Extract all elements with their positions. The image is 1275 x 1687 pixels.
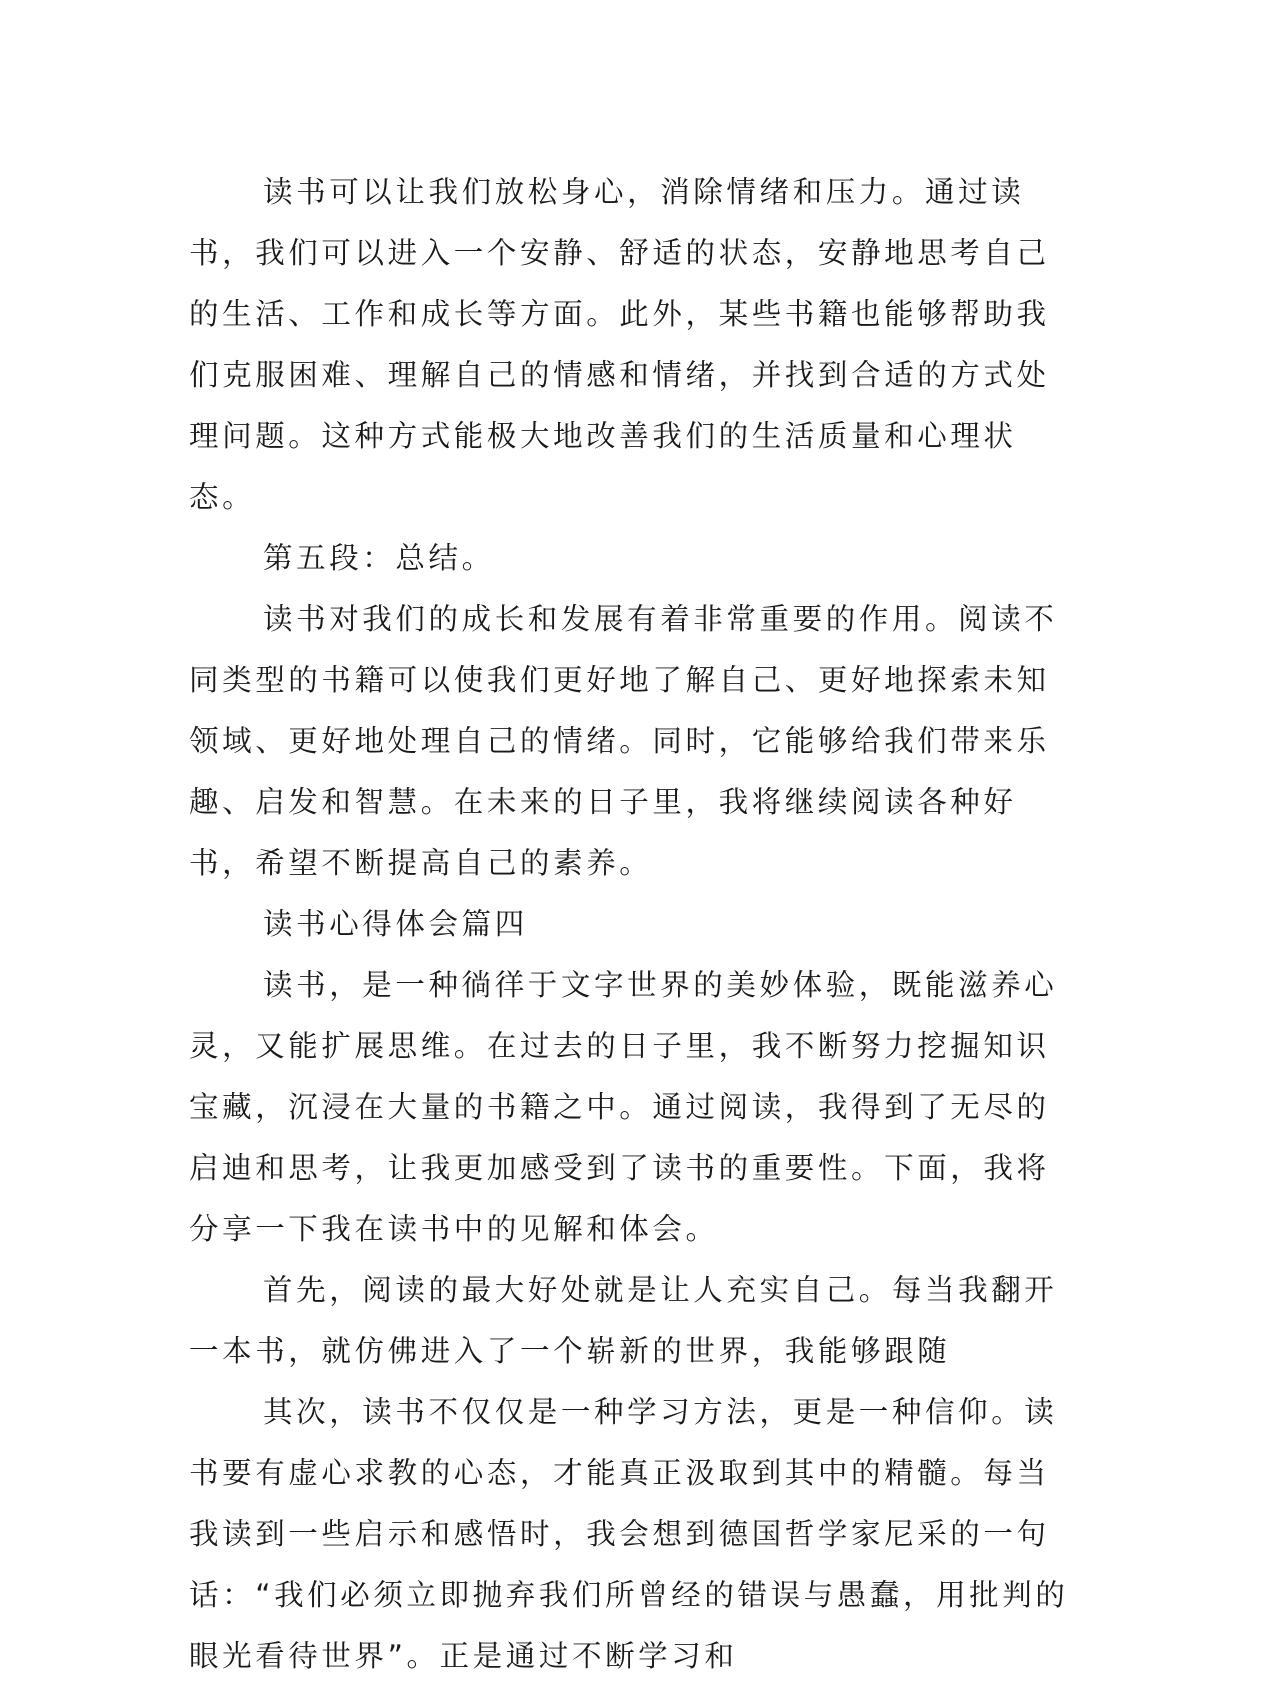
paragraph-second-point: 其次，读书不仅仅是一种学习方法，更是一种信仰。读书要有虚心求教的心态，才能真正汲取到其中的精髓。每当我读到一些启示和感悟时，我会想到德国哲学家尼采的一句话：“我们必须立即抛弃我们所曾经的错误与愚蠢，用批判的眼光看待世界”。正是通过不断学习和: [189, 1395, 1069, 1673]
document-body: [189, 162, 1081, 1687]
section-heading-essay-four: 读书心得体会篇四: [263, 907, 528, 941]
paragraph-reading-experience: 读书，是一种徜徉于文字世界的美妙体验，既能滋养心灵，又能扩展思维。在过去的日子里，我不断努力挖掘知识宝藏，沉浸在大量的书籍之中。通过阅读，我得到了无尽的启迪和思考，让我更加感受到了读书的重要性。下面，我将分享一下我在读书中的见解和体会。: [189, 968, 1058, 1246]
section-heading-part-five: 第五段：总结。: [263, 541, 495, 575]
paragraph-summary: 读书对我们的成长和发展有着非常重要的作用。阅读不同类型的书籍可以使我们更好地了解自己、更好地探索未知领域、更好地处理自己的情绪。同时，它能够给我们带来乐趣、启发和智慧。在未来的日子里，我将继续阅读各种好书，希望不断提高自己的素养。: [189, 602, 1058, 880]
paragraph-relaxation: 读书可以让我们放松身心，消除情绪和压力。通过读书，我们可以进入一个安静、舒适的状态，安静地思考自己的生活、工作和成长等方面。此外，某些书籍也能够帮助我们克服困难、理解自己的情感和情绪，并找到合适的方式处理问题。这种方式能极大地改善我们的生活质量和心理状态。: [189, 175, 1050, 514]
paragraph-first-point: 首先，阅读的最大好处就是让人充实自己。每当我翻开一本书，就仿佛进入了一个崭新的世界，我能够跟随: [189, 1273, 1058, 1368]
